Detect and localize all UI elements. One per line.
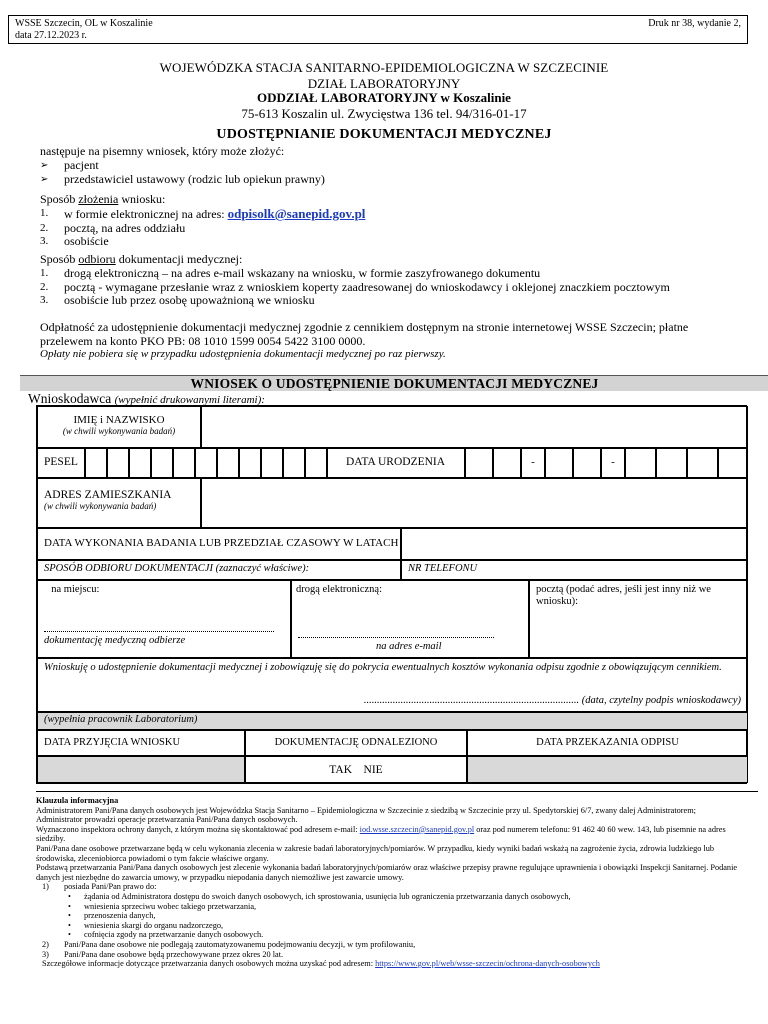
header-date: data 27.12.2023 r.: [15, 30, 87, 41]
pesel-digit-input[interactable]: [107, 448, 129, 478]
pesel-digit-input[interactable]: [151, 448, 173, 478]
pesel-digit-input[interactable]: [173, 448, 195, 478]
institution-name: WOJEWÓDZKA STACJA SANITARNO-EPIDEMIOLOGICZNA W SZCZECINIE: [159, 60, 609, 75]
signature-line: [44, 631, 274, 632]
list-item: 1. drogą elektroniczną – na adres e-mail wskazany na wniosku, w formie zaszyfrowanego dokumentu: [40, 266, 541, 280]
electronic-option[interactable]: drogą elektroniczną: na adres e-mail: [291, 580, 529, 658]
header-form-number: Druk nr 38, wydanie 2,: [648, 18, 741, 29]
list-item: 3. osobiście: [40, 234, 109, 248]
pesel-digit-input[interactable]: [217, 448, 239, 478]
list-item: 3. osobiście lub przez osobę upoważnioną we wniosku: [40, 293, 315, 307]
list-item: ➢ przedstawiciel ustawowy (rodzic lub opiekun prawny): [40, 171, 325, 186]
consent-cell: Wnioskuję o udostępnienie dokumentacji medycznej i zobowiązuję się do pokrycia ewentualnych kosztów wykonania odpisu zgodnie z obowiązującym cennikiem. .................................................................................. (data, czytelny podpis wnioskodawcy): [37, 658, 748, 712]
birth-digit-input[interactable]: [545, 448, 573, 478]
phone-label: NR TELEFONU: [401, 560, 748, 580]
applicant-heading: Wnioskodawca (wypełnić drukowanymi literami):: [28, 391, 265, 406]
no-label: NIE: [363, 764, 383, 776]
address-input[interactable]: [201, 478, 748, 528]
birth-digit-input[interactable]: [573, 448, 601, 478]
form-heading: WNIOSEK O UDOSTĘPNIENIE DOKUMENTACJI MEDYCZNEJ: [20, 375, 768, 391]
birth-digit-input[interactable]: [465, 448, 493, 478]
list-item: 2. pocztą - wymagane przesłanie wraz z wnioskiem koperty zaadresowanej do wnioskodawcy i oklejonej znaczkiem pocztowym: [40, 279, 670, 294]
pesel-digit-input[interactable]: [195, 448, 217, 478]
col-transfer-date: DATA PRZEKAZANIA ODPISU: [467, 730, 748, 756]
email-link[interactable]: odpisolk@sanepid.gov.pl: [227, 206, 366, 221]
pesel-digit-input[interactable]: [239, 448, 261, 478]
pesel-digit-input[interactable]: [261, 448, 283, 478]
birth-digit-input[interactable]: [493, 448, 521, 478]
application-form: [36, 405, 747, 784]
list-item: 1. w formie elektronicznej na adres: odpisolk@sanepid.gov.pl: [40, 206, 366, 221]
pesel-digit-input[interactable]: [283, 448, 305, 478]
date-separator: -: [601, 448, 625, 478]
method-label: SPOSÓB ODBIORU DOKUMENTACJI (zaznaczyć właściwe):: [37, 560, 401, 580]
arrow-bullet-icon: ➢: [40, 160, 49, 171]
institution-address: 75-613 Koszalin ul. Zwycięstwa 136 tel. 94/316-01-17: [241, 106, 527, 121]
clause-title: Klauzula informacyjna: [36, 796, 119, 805]
date-separator: -: [521, 448, 545, 478]
intro-text: następuje na pisemny wniosek, który może złożyć:: [40, 144, 285, 158]
header-org: WSSE Szczecin, OL w Koszalinie: [15, 18, 153, 29]
institution-branch: ODDZIAŁ LABORATORYJNY w Koszalinie: [257, 90, 511, 105]
found-choice: [245, 756, 467, 783]
name-input[interactable]: [201, 406, 748, 448]
pesel-digit-input[interactable]: [129, 448, 151, 478]
submit-heading: Sposób złożenia wniosku:: [40, 192, 166, 206]
birth-date-label: DATA URODZENIA: [327, 448, 465, 478]
email-line: [298, 637, 494, 638]
exam-date-label: DATA WYKONANIA BADANIA LUB PRZEDZIAŁ CZASOWY W LATACH: [37, 528, 401, 560]
pesel-digit-input[interactable]: [85, 448, 107, 478]
page-title: UDOSTĘPNIANIE DOKUMENTACJI MEDYCZNEJ: [216, 127, 552, 142]
col-found: DOKUMENTACJĘ ODNALEZIONO: [245, 730, 467, 756]
transfer-date-input[interactable]: [467, 756, 748, 783]
iod-email-link[interactable]: iod.wsse.szczecin@sanepid.gov.pl: [359, 824, 475, 834]
address-label-cell: ADRES ZAMIESZKANIA (w chwili wykonywania badań): [37, 478, 201, 528]
birth-digit-input[interactable]: [656, 448, 687, 478]
pesel-label: PESEL: [37, 448, 85, 478]
yes-label: TAK: [329, 764, 353, 776]
list-item: ➢ pacjent: [40, 158, 99, 172]
document-header: [8, 15, 748, 44]
bullet-icon: •: [68, 920, 71, 930]
bullet-icon: •: [68, 930, 71, 940]
information-clause: Klauzula informacyjna Administratorem Pani/Pana danych osobowych jest Wojewódzka Stacja Sanitarno – Epidemiologiczna w Szczecinie z siedzibą w Szczecinie przy ul. Spedytorskiej 6/7, zwany dalej Administratorem; Administrator prowadzi operacje przetwarzania Pani/Pana danych osobowych. Wyznaczono inspektora ochrony danych, z którym można się skontaktować pod adresem e-mail: iod.wsse.szczecin@sanepid.gov.pl oraz pod numerem telefonu: 91 462 40 60 wew. 143, lub pisemnie na adres siedziby. Pani/Pana dane osobowe przetwarzane będą w celu wykonania zlecenia w zakresie badań laboratoryjnych/pomiarów. W przypadku, kiedy wyniki badań wskażą na zagrożenie życia, zdrowia ludzkiego lub środowiska, zleceniobiorca powiadomi o tym fakcie właściwe organy. Podstawą przetwarzania Pani/Pana danych osobowych jest zlecenie wykonania badań laboratoryjnych/pomiarów oraz właściwe przepisy prawne regulujące uprawnienia i obowiązki Inspekcji Sanitarnej. Podanie danych jest niezbędne do zawarcia umowy, w przypadku niepodania danych niemożliwe jest zawarcie umowy. 1) posiada Pani/Pan prawo do: • żądania od Administratora dostępu do swoich danych osobowych, ich sprostowania, usunięcia lub ograniczenia przetwarzania danych osobowych, • wniesienia sprzeciwu wobec takiego przetwarzania, • przenoszenia danych, • wniesienia skargi do organu nadzorczego, • cofnięcia zgody na przetwarzanie danych osobowych. 2) Pani/Pana dane osobowe nie podlegają zautomatyzowanemu podejmowaniu decyzji, w tym profilowaniu, 3) Pani/Pana dane osobowe będą przechowywane przez okres 20 lat. Szczegółowe informacje dotyczące przetwarzania danych osobowych można uzyskać pod adresem: https://www.gov.pl/web/wsse-szczecin/ochrona-danych-osobowych: [36, 796, 748, 969]
bullet-icon: •: [68, 891, 71, 901]
submit-list: [40, 207, 365, 249]
receive-heading: Sposób odbioru dokumentacji medycznej:: [40, 252, 243, 266]
col-received-date: DATA PRZYJĘCIA WNIOSKU: [37, 730, 245, 756]
onsite-option[interactable]: na miejscu: dokumentację medyczną odbierze: [37, 580, 291, 658]
eligible-list: [40, 159, 325, 186]
separator-line: [36, 791, 758, 792]
name-label-cell: IMIĘ i NAZWISKO (w chwili wykonywania badań): [37, 406, 201, 448]
post-option[interactable]: pocztą (podać adres, jeśli jest inny niż we wniosku):: [529, 580, 748, 658]
header-left: [15, 18, 153, 42]
institution-department: DZIAŁ LABORATORYJNY: [307, 76, 461, 91]
fee-info: Odpłatność za udostępnienie dokumentacji medycznej zgodnie z cennikiem dostępnym na stronie internetowej WSSE Szczecin; płatne przelewem na konto PKO PB: 08 1010 1599 0054 5422 3100 0000. Opłaty nie pobiera się w przypadku udostępnienia dokumentacji medycznej po raz pierwszy.: [40, 320, 689, 360]
bullet-icon: •: [68, 901, 71, 911]
birth-digit-input[interactable]: [718, 448, 748, 478]
receive-list: [40, 267, 670, 308]
lab-note: (wypełnia pracownik Laboratorium): [37, 712, 748, 730]
birth-digit-input[interactable]: [687, 448, 718, 478]
pesel-digit-input[interactable]: [305, 448, 327, 478]
privacy-link[interactable]: https://www.gov.pl/web/wsse-szczecin/ochrona-danych-osobowych: [375, 959, 600, 969]
received-date-input[interactable]: [37, 756, 245, 783]
exam-date-input[interactable]: [401, 528, 748, 560]
list-item: 2. pocztą, na adres oddziału: [40, 220, 186, 235]
arrow-bullet-icon: ➢: [40, 173, 49, 185]
birth-digit-input[interactable]: [625, 448, 656, 478]
bullet-icon: •: [68, 911, 71, 921]
